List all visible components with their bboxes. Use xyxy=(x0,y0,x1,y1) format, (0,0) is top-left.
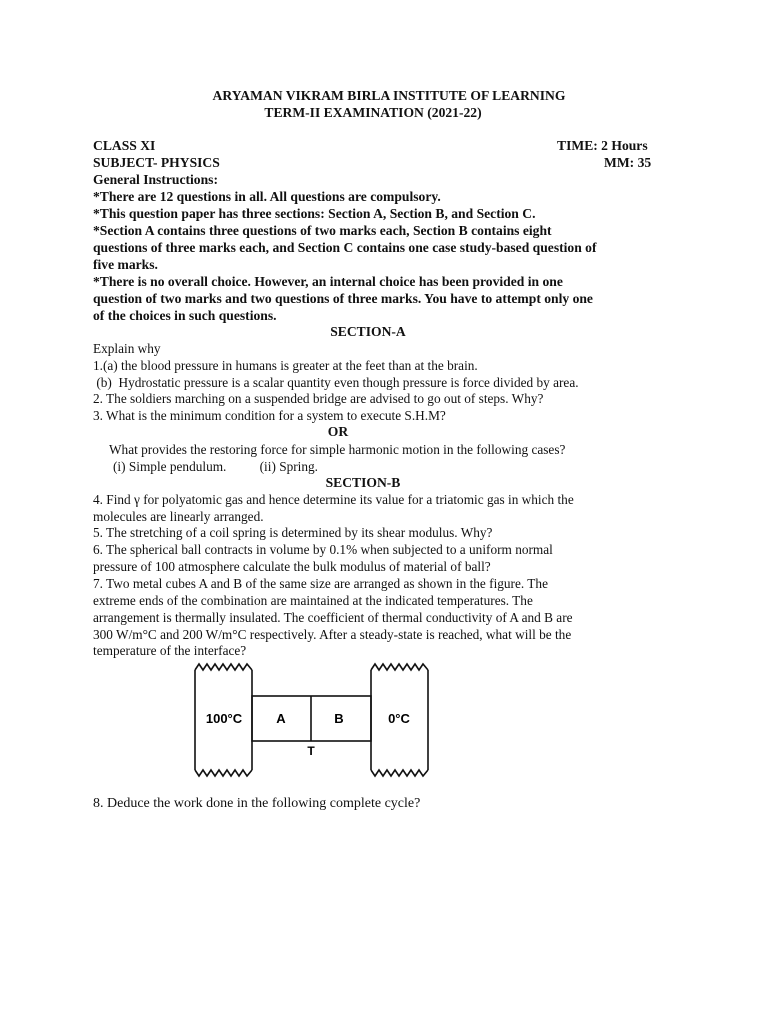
section-a-heading: SECTION-A xyxy=(330,324,406,339)
instruction-line: *Section A contains three questions of two marks each, Section B contains eight xyxy=(93,223,552,238)
question-line: 4. Find γ for polyatomic gas and hence determine its value for a triatomic gas in which the xyxy=(93,492,574,507)
instruction-line: *This question paper has three sections: Section A, Section B, and Section C. xyxy=(93,206,536,221)
question-line: (i) Simple pendulum. (ii) Spring. xyxy=(113,459,318,474)
question-line: arrangement is thermally insulated. The coefficient of thermal conductivity of A and B are xyxy=(93,610,573,625)
section-b-heading: SECTION-B xyxy=(325,475,401,490)
right-temperature-label: 0°C xyxy=(388,711,410,726)
instruction-line: five marks. xyxy=(93,257,158,272)
instruction-line: of the choices in such questions. xyxy=(93,308,277,323)
subject-label: SUBJECT- PHYSICS xyxy=(93,155,220,170)
or-label: OR xyxy=(327,424,349,439)
question-line: 1.(a) the blood pressure in humans is greater at the feet than at the brain. xyxy=(93,358,478,373)
max-marks-label: MM: 35 xyxy=(604,155,652,170)
instruction-line: *There is no overall choice. However, an internal choice has been provided in one xyxy=(93,274,563,289)
question-line: molecules are linearly arranged. xyxy=(93,509,264,524)
question-line: 5. The stretching of a coil spring is determined by its shear modulus. Why? xyxy=(93,525,493,540)
class-label: CLASS XI xyxy=(93,138,156,153)
question-line: 2. The soldiers marching on a suspended bridge are advised to go out of steps. Why? xyxy=(93,391,544,406)
exam-title: TERM-II EXAMINATION (2021-22) xyxy=(264,105,482,120)
question-line: (b) Hydrostatic pressure is a scalar quantity even though pressure is force divided by area. xyxy=(93,375,579,390)
thermal-conduction-figure xyxy=(190,660,440,778)
question-line: 6. The spherical ball contracts in volume by 0.1% when subjected to a uniform normal xyxy=(93,542,553,557)
question-line: temperature of the interface? xyxy=(93,643,247,658)
question-line: pressure of 100 atmosphere calculate the bulk modulus of material of ball? xyxy=(93,559,491,574)
question-line: 300 W/m°C and 200 W/m°C respectively. After a steady-state is reached, what will be the xyxy=(93,627,572,642)
left-temperature-label: 100°C xyxy=(205,711,243,726)
instruction-line: *There are 12 questions in all. All questions are compulsory. xyxy=(93,189,441,204)
instruction-line: question of two marks and two questions of three marks. You have to attempt only one xyxy=(93,291,593,306)
instructions-title: General Instructions: xyxy=(93,172,218,187)
interface-temperature-label: T xyxy=(307,744,315,758)
cube-b-label: B xyxy=(334,711,344,726)
institute-name: ARYAMAN VIKRAM BIRLA INSTITUTE OF LEARNING xyxy=(212,88,566,103)
question-line: extreme ends of the combination are maintained at the indicated temperatures. The xyxy=(93,593,533,608)
question-line: Explain why xyxy=(93,341,161,356)
question-line: 3. What is the minimum condition for a system to execute S.H.M? xyxy=(93,408,446,423)
question-line: 8. Deduce the work done in the following complete cycle? xyxy=(93,796,421,811)
time-label: TIME: 2 Hours xyxy=(557,138,648,153)
instruction-line: questions of three marks each, and Section C contains one case study-based question of xyxy=(93,240,597,255)
cube-a-label: A xyxy=(276,711,286,726)
question-line: 7. Two metal cubes A and B of the same size are arranged as shown in the figure. The xyxy=(93,576,548,591)
question-line: What provides the restoring force for simple harmonic motion in the following cases? xyxy=(109,442,566,457)
